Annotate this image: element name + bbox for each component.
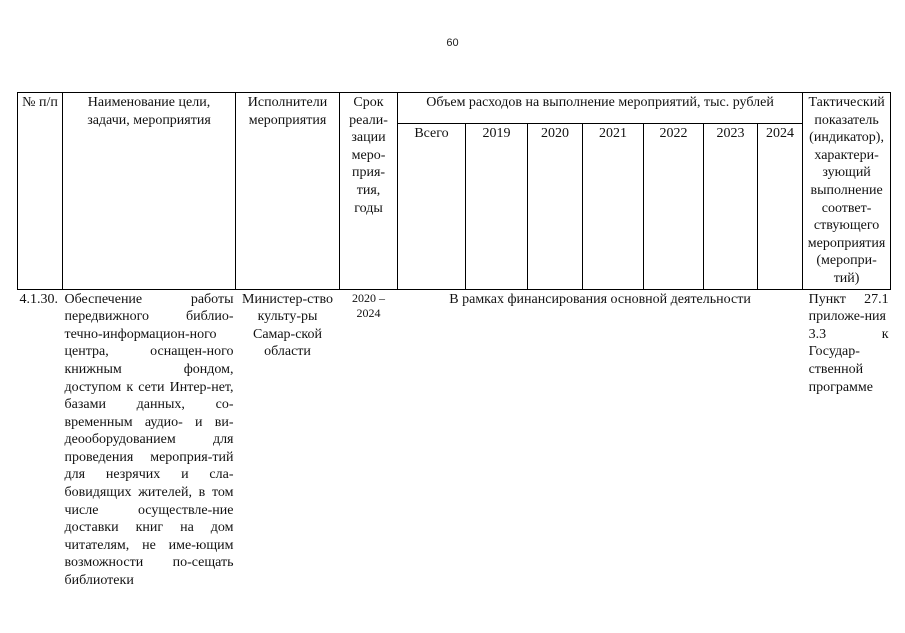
page-number: 60: [446, 37, 459, 49]
row-name: Обеспечение работы передвижного библио-течно-информацион-ного центра, оснащен-ного книжным фондом, доступом к сети Интер-нет, базами данных, со-временным аудио- и ви-деооборудованием для проведения мероприя-тий для незрячих и сла-бовидящих жителей, в том числе осуществле-ние доставки книг на дом читателям, не име-ющим возможности по-сещать библиотеки: [64, 291, 234, 589]
header-year-2024: 2024: [758, 124, 803, 289]
header-year-2021: 2021: [583, 124, 644, 289]
header-total: Всего: [398, 124, 466, 289]
row-indicator: Пункт 27.1 приложе-ния 3.3 к Государ-ственной программе: [808, 291, 889, 395]
row-executor: Министер-ство культу-ры Самар-ской области: [242, 291, 333, 360]
header-executors: Исполнители мероприятия: [236, 93, 340, 290]
header-term: Срок реали-зации меро-прия-тия, годы: [340, 93, 398, 290]
activities-table: [17, 92, 891, 591]
table-row: [18, 289, 891, 591]
header-year-2023: 2023: [704, 124, 758, 289]
row-financing: В рамках финансирования основной деятельности: [449, 291, 751, 307]
header-year-2022: 2022: [644, 124, 704, 289]
header-num: № п/п: [18, 93, 63, 290]
header-year-2019: 2019: [466, 124, 528, 289]
header-expenses: Объем расходов на выполнение мероприятий, тыс. рублей: [398, 93, 803, 124]
row-term: 2020 – 2024: [352, 290, 385, 320]
header-name: Наименование цели, задачи, мероприятия: [63, 93, 236, 290]
header-year-2020: 2020: [528, 124, 583, 289]
row-num: 4.1.30.: [19, 291, 58, 307]
header-indicator: Тактический показатель (индикатор), характери-зующий выполнение соответ-ствующего мероприятия (меропри-тий): [803, 93, 891, 290]
